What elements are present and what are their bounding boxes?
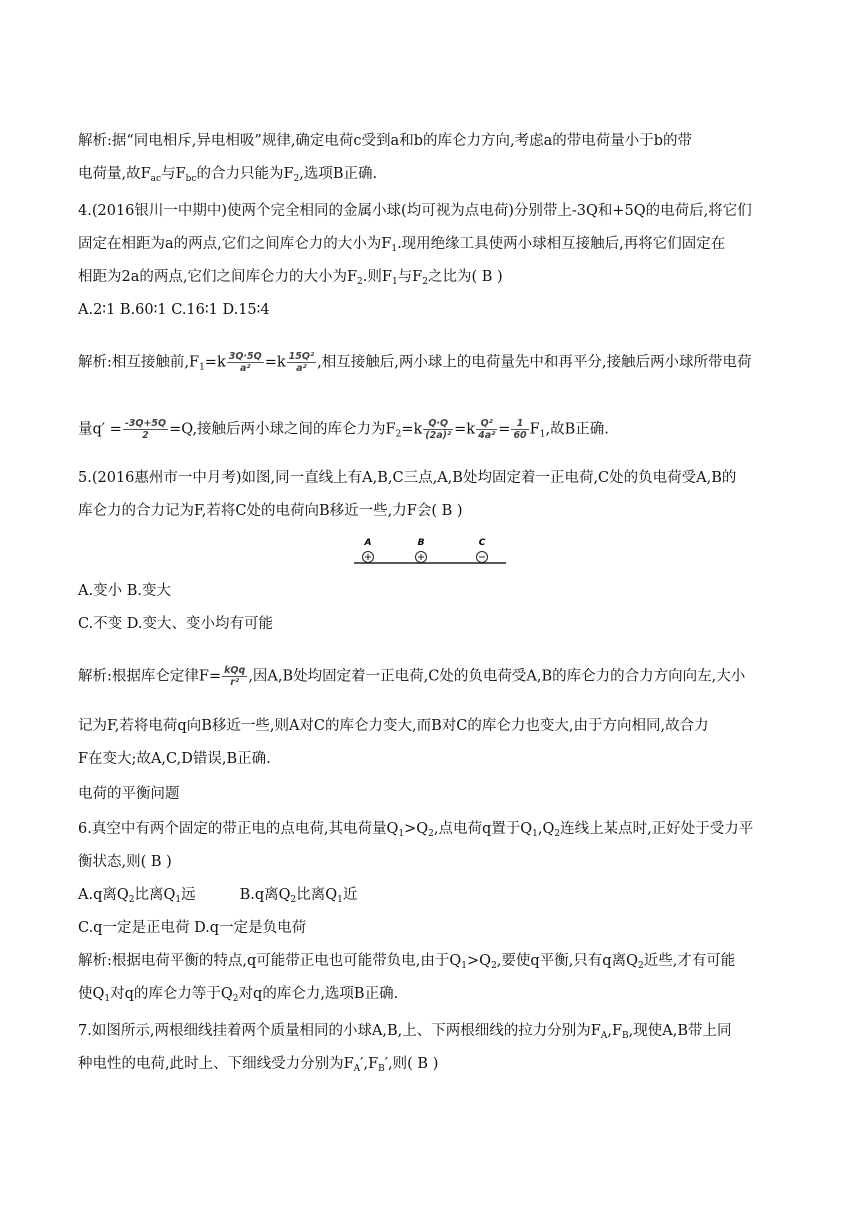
q6-option-a: A.q离$Q_2$比离$Q_1$远: [78, 887, 196, 905]
negative-charge-c: [477, 552, 488, 563]
section-title: 电荷的平衡问题: [78, 786, 180, 802]
formula-fraction: $\frac{\text{kQq}}{\text{r²}}$: [224, 665, 246, 688]
q3-analysis-line-2: 电荷量,故$F_{ac}$与$F_{bc}$的合力只能为$F_2$,选项B正确.: [78, 166, 378, 184]
q3-analysis-line-1: 解析:据“同电相斥,异电相吸”规律,确定电荷c受到a和b的库仑力方向,考虑a的带电荷量小于b的带: [78, 133, 693, 149]
q5-stem-line-2: 库仑力的合力记为F,若将C处的电荷向B移近一些,力F会( B ): [78, 503, 463, 519]
q6-option-b: B.q离$Q_2$比离$Q_1$近: [239, 887, 358, 905]
q5-analysis-line-2: 记为F,若将电荷q向B移近一些,则A对C的库仑力变大,而B对C的库仑力也变大,由于方向相同,故合力: [78, 718, 709, 734]
q6-options-line-1: [78, 885, 357, 905]
q5-options-line-2: C.不变 D.变大、变小均有可能: [78, 616, 274, 632]
positive-charge-a: [363, 552, 374, 563]
q5-stem-line-1: 5.(2016惠州市一中月考)如图,同一直线上有A,B,C三点,A,B处均固定着一正电荷,C处的负电荷受A,B的: [78, 470, 737, 486]
q4-options: A.2∶1 B.60∶1 C.16∶1 D.15∶4: [78, 302, 270, 318]
formula-fraction: $\frac{1}{60}$: [513, 418, 527, 441]
positive-charge-b: [416, 552, 427, 563]
q4-analysis-line-2: 量q′ = $\frac{-3Q+5Q}{2}$ =Q,接触后两小球之间的库仑力为$F_2=k$ $\frac{Q\cdot Q}{\text{(2a)²}}$ =k $\frac{\text{Q²}}{\text{4a²}}$ = $\frac{1}{60}$ $F_1$,故B正确.: [78, 418, 609, 441]
q5-analysis-line-1: 解析:根据库仑定律F= $\frac{\text{kQq}}{\text{r²}}$ ,因A,B处均固定着一正电荷,C处的负电荷受A,B的库仑力的合力方向向左,大小: [78, 665, 746, 688]
q7-stem-line-1: 7.如图所示,两根细线挂着两个质量相同的小球A,B,上、下两根细线的拉力分别为$F_A,F_B$,现使A,B带上同: [78, 1023, 732, 1041]
q4-analysis-line-1: 解析:相互接触前$,F_1=k$ $\frac{3Q\cdot 5Q}{\text{a²}}$ =k $\frac{\text{15Q²}}{\text{a²}}$ ,相互接触后,两小球上的电荷量先中和再平分,接触后两小球所带电荷: [78, 351, 752, 374]
q5-analysis-line-3: F在变大;故A,C,D错误,B正确.: [78, 751, 271, 767]
q4-stem-line-1: 4.(2016银川一中期中)使两个完全相同的金属小球(均可视为点电荷)分别带上-3Q和+5Q的电荷后,将它们: [78, 203, 752, 219]
formula-fraction: $\frac{\text{15Q²}}{\text{a²}}$: [288, 351, 315, 374]
q6-analysis-line-2: 使$Q_1$对q的库仑力等于$Q_2$对q的库仑力,选项B正确.: [78, 986, 399, 1004]
formula-fraction: $\frac{3Q\cdot 5Q}{\text{a²}}$: [228, 351, 262, 374]
q4-stem-line-3: 相距为2a的两点,它们之间库仑力的大小为$F_2$.则$F_1$与$F_2$之比为( B ): [78, 269, 503, 287]
label-c: C: [478, 538, 486, 548]
label-b: B: [417, 538, 425, 548]
label-a: A: [364, 538, 372, 548]
formula-fraction: $\frac{Q\cdot Q}{\text{(2a)²}}$: [425, 418, 452, 441]
q6-options-line-2: C.q一定是正电荷 D.q一定是负电荷: [78, 920, 307, 936]
q5-options-line-1: A.变小 B.变大: [78, 583, 171, 599]
q4-stem-line-2: 固定在相距为a的两点,它们之间库仑力的大小为$F_1$.现用绝缘工具使两小球相互接触后,再将它们固定在: [78, 236, 726, 254]
q6-stem-line-1: 6.真空中有两个固定的带正电的点电荷,其电荷量$Q_1>Q_2$,点电荷q置于$Q_1,Q_2$连线上某点时,正好处于受力平: [78, 821, 754, 839]
formula-fraction: $\frac{-3Q+5Q}{2}$: [124, 418, 167, 441]
q6-analysis-line-1: 解析:根据电荷平衡的特点,q可能带正电也可能带负电,由于$Q_1>Q_2$,要使q平衡,只有q离$Q_2$近些,才有可能: [78, 953, 736, 971]
q6-stem-line-2: 衡状态,则( B ): [78, 854, 172, 870]
formula-fraction: $\frac{\text{Q²}}{\text{4a²}}$: [478, 418, 496, 441]
charge-line-diagram: [350, 536, 510, 566]
q7-stem-line-2: 种电性的电荷,此时上、下细线受力分别为$F_A',F_B'$,则( B ): [78, 1056, 439, 1074]
